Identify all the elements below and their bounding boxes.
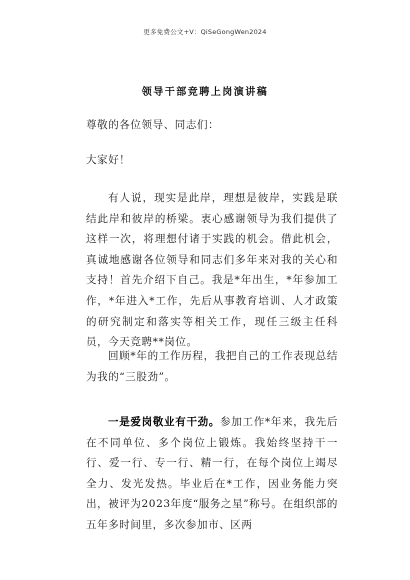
page-title: 领导干部竞聘上岗演讲稿	[141, 87, 269, 98]
header-note: 更多免费公文+V：QiSeGongWen2024	[143, 28, 267, 36]
paragraph-review: 回顾*年的工作历程，我把自己的工作表现总结为我的“三股劲”。	[86, 350, 338, 383]
paragraph-intro: 有人说，现实是此岸，理想是彼岸，实践是联结此岸和彼岸的桥梁。衷心感谢领导为我们提供了这样一次，将理想付诸于实践的机会。借此机会，真诚地感谢各位领导和同志们多年来对我的关心和支持！首先介绍下自己。我是*年出生，*年参加工作，*年进入*工作，先后从事教育培训、人才政策的研究制定和落实等相关工作，现任三级主任科员，今天竞聘**岗位。	[86, 192, 338, 349]
greeting: 大家好！	[86, 154, 131, 166]
salutation: 尊敬的各位领导、同志们：	[86, 119, 220, 131]
paragraph-body: 参加工作*年来，我先后在不同单位、多个岗位上锻炼。我始终坚持干一行、爱一行、专一行、精一行，在每个岗位上竭尽全力、发光发热。毕业后在*工作，因业务能力突出，被评为2023年度“服务之星”称号。在组织部的五年多时间里，多次参加市、区两	[86, 416, 338, 531]
paragraph-dedication	[86, 412, 338, 536]
paragraph-lead: 一是爱岗敬业有干劲。	[108, 416, 221, 428]
